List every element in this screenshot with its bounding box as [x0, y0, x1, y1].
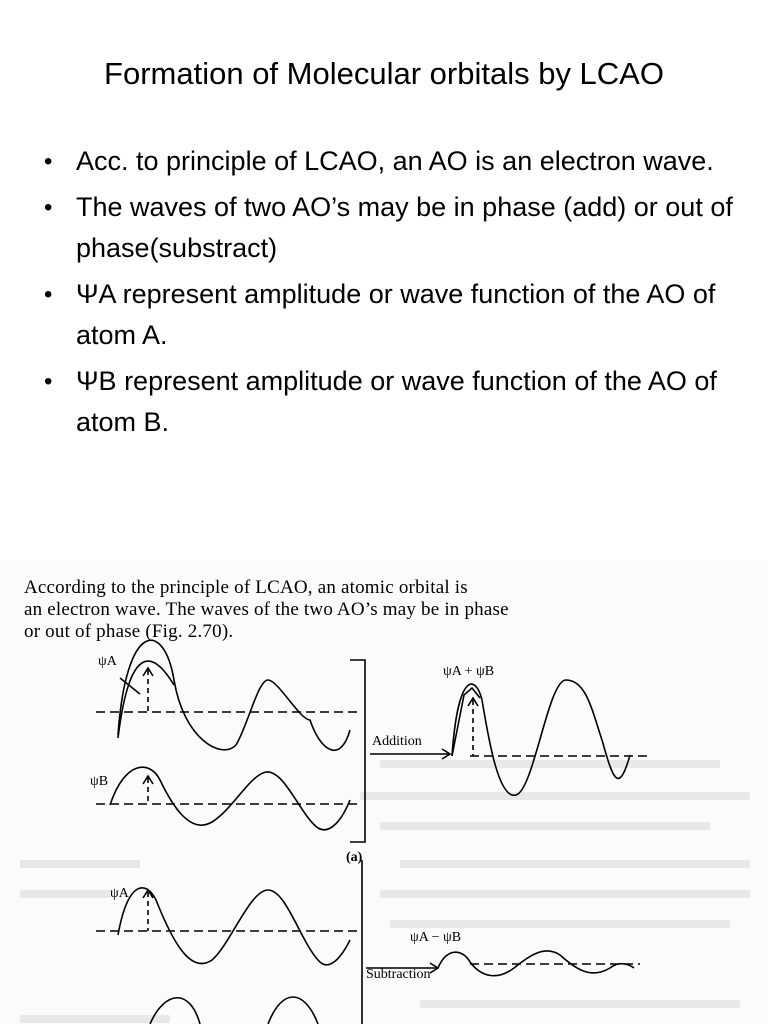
label-psi-b: ψB — [90, 774, 109, 789]
bullet-text: The waves of two AO’s may be in phase (add) or out of phase(substract) — [76, 192, 733, 263]
bullet-text: ΨA represent amplitude or wave function of the AO of atom A. — [76, 279, 716, 350]
label-sum: ψA + ψB — [443, 664, 495, 679]
psi-a-wave — [118, 640, 350, 750]
bullet-item — [40, 361, 740, 443]
bullet-text: Acc. to principle of LCAO, an AO is an electron wave. — [76, 146, 714, 176]
bullet-dot-icon: • — [44, 281, 53, 308]
paragraph-line: an electron wave. The waves of the two AO’s may be in phase — [24, 599, 509, 620]
bullet-item — [40, 141, 740, 182]
bullet-item — [40, 274, 740, 356]
bullet-dot-icon: • — [44, 148, 53, 175]
label-psi-a-lower: ψA — [110, 886, 129, 901]
psi-b-wave — [110, 767, 350, 830]
label-difference: ψA − ψB — [410, 930, 462, 945]
psi-a-lower-wave — [118, 888, 350, 965]
bracket — [350, 660, 365, 842]
paragraph-line: According to the principle of LCAO, an atomic orbital is — [24, 577, 468, 598]
bullet-dot-icon: • — [44, 194, 53, 221]
paragraph-line: or out of phase (Fig. 2.70). — [24, 621, 234, 642]
bullet-item — [40, 187, 740, 269]
bullet-list — [40, 141, 740, 448]
scanned-textbook-figure — [0, 560, 768, 1024]
label-part-a: (a) — [346, 850, 363, 865]
label-subtraction: Subtraction — [366, 967, 431, 982]
label-addition: Addition — [372, 734, 422, 749]
label-psi-a: ψA — [98, 654, 117, 669]
bullet-text: ΨB represent amplitude or wave function of the AO of atom B. — [76, 366, 717, 437]
bottom-partial-wave — [150, 998, 200, 1024]
slide-title: Formation of Molecular orbitals by LCAO — [104, 56, 664, 91]
bullet-dot-icon: • — [44, 368, 53, 395]
wave-diagram — [0, 560, 768, 1024]
